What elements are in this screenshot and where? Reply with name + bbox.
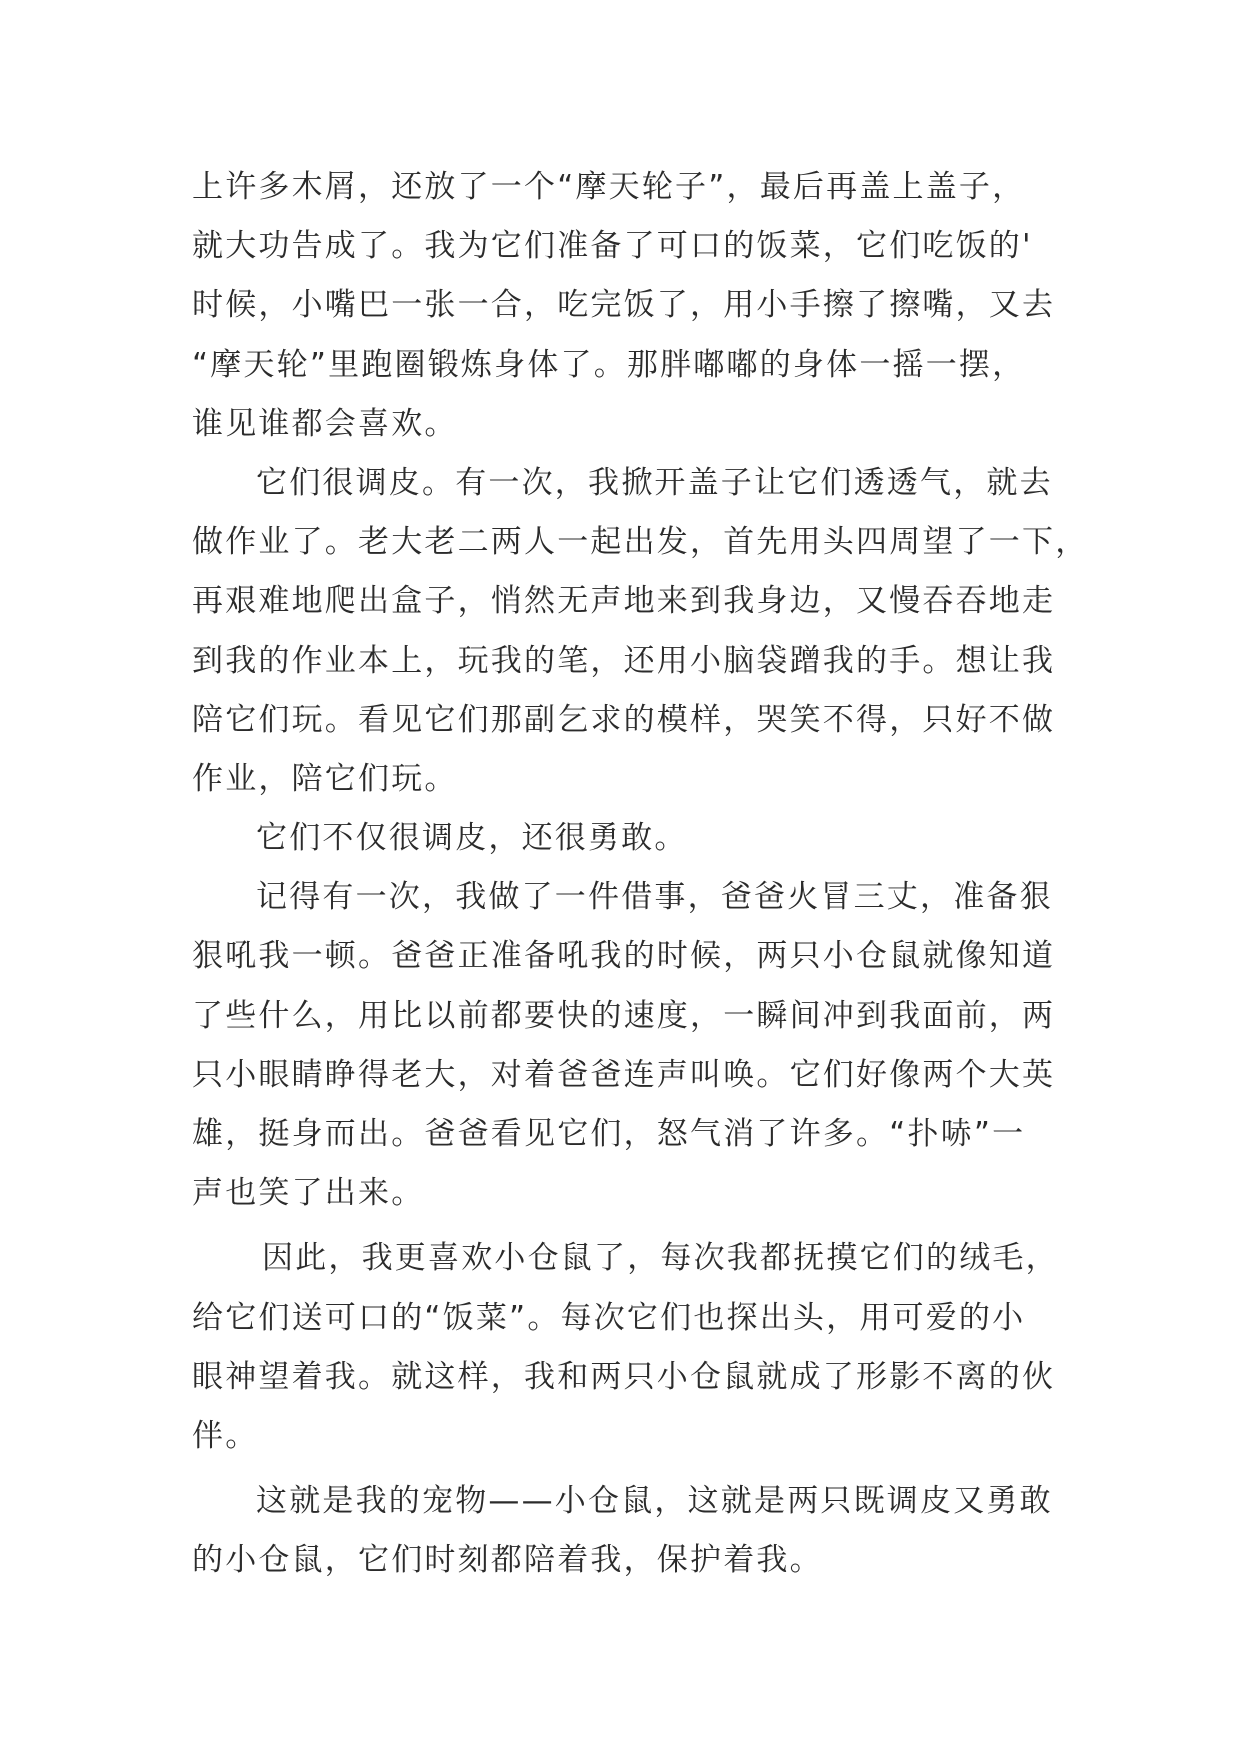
essay-body: [192, 158, 1089, 1591]
text-line: 时候，小嘴巴一张一合，吃完饭了，用小手擦了擦嘴，又去: [192, 287, 1056, 324]
text-line: 到我的作业本上，玩我的笔，还用小脑袋蹭我的手。想让我: [192, 642, 1056, 679]
paragraph-first-line: 它们很调皮。有一次，我掀开盖子让它们透透气，就去: [256, 464, 1053, 501]
text-line: 雄，挺身而出。爸爸看见它们，怒气消了许多。“扑哧”一: [192, 1116, 1026, 1152]
text-line: 伴。: [192, 1417, 259, 1454]
text-line: 再艰难地爬出盒子，悄然无声地来到我身边，又慢吞吞地走: [192, 583, 1056, 620]
text-line: 上许多木屑，还放了一个“摩天轮子”，最后再盖上盖子，: [192, 169, 1026, 205]
text-line: 声也笑了出来。: [192, 1175, 425, 1212]
text-line: 就大功告成了。我为它们准备了可口的饭菜，它们吃饭的': [192, 228, 1033, 265]
text-line: 作业，陪它们玩。: [192, 760, 458, 797]
text-line: 陪它们玩。看见它们那副乞求的模样，哭笑不得，只好不做: [192, 701, 1056, 738]
text-line: 只小眼睛睁得老大，对着爸爸连声叫唤。它们好像两个大英: [192, 1056, 1056, 1093]
paragraph-first-line: 它们不仅很调皮，还很勇敢。: [256, 820, 688, 857]
text-line: 的小仓鼠，它们时刻都陪着我，保护着我。: [192, 1542, 823, 1579]
paragraph-first-line: 记得有一次，我做了一件借事，爸爸火冒三丈，准备狠: [256, 879, 1053, 916]
text-line: 了些什么，用比以前都要快的速度，一瞬间冲到我面前，两: [192, 997, 1056, 1034]
text-line: 给它们送可口的“饭菜”。每次它们也探出头，用可爱的小: [192, 1299, 1026, 1336]
text-line: 做作业了。老大老二两人一起出发，首先用头四周望了一下，: [192, 524, 1089, 561]
text-line: 眼神望着我。就这样，我和两只小仓鼠就成了形影不离的伙: [192, 1358, 1056, 1395]
text-line: 狠吼我一顿。爸爸正准备吼我的时候，两只小仓鼠就像知道: [192, 938, 1056, 975]
text-line: “摩天轮”里跑圈锻炼身体了。那胖嘟嘟的身体一摇一摆，: [192, 346, 1026, 383]
paragraph-first-line: 因此，我更喜欢小仓鼠了，每次我都抚摸它们的绒毛，: [262, 1240, 1059, 1277]
paragraph-first-line: 这就是我的宠物——小仓鼠，这就是两只既调皮又勇敢: [256, 1483, 1053, 1520]
text-line: 谁见谁都会喜欢。: [192, 405, 458, 442]
